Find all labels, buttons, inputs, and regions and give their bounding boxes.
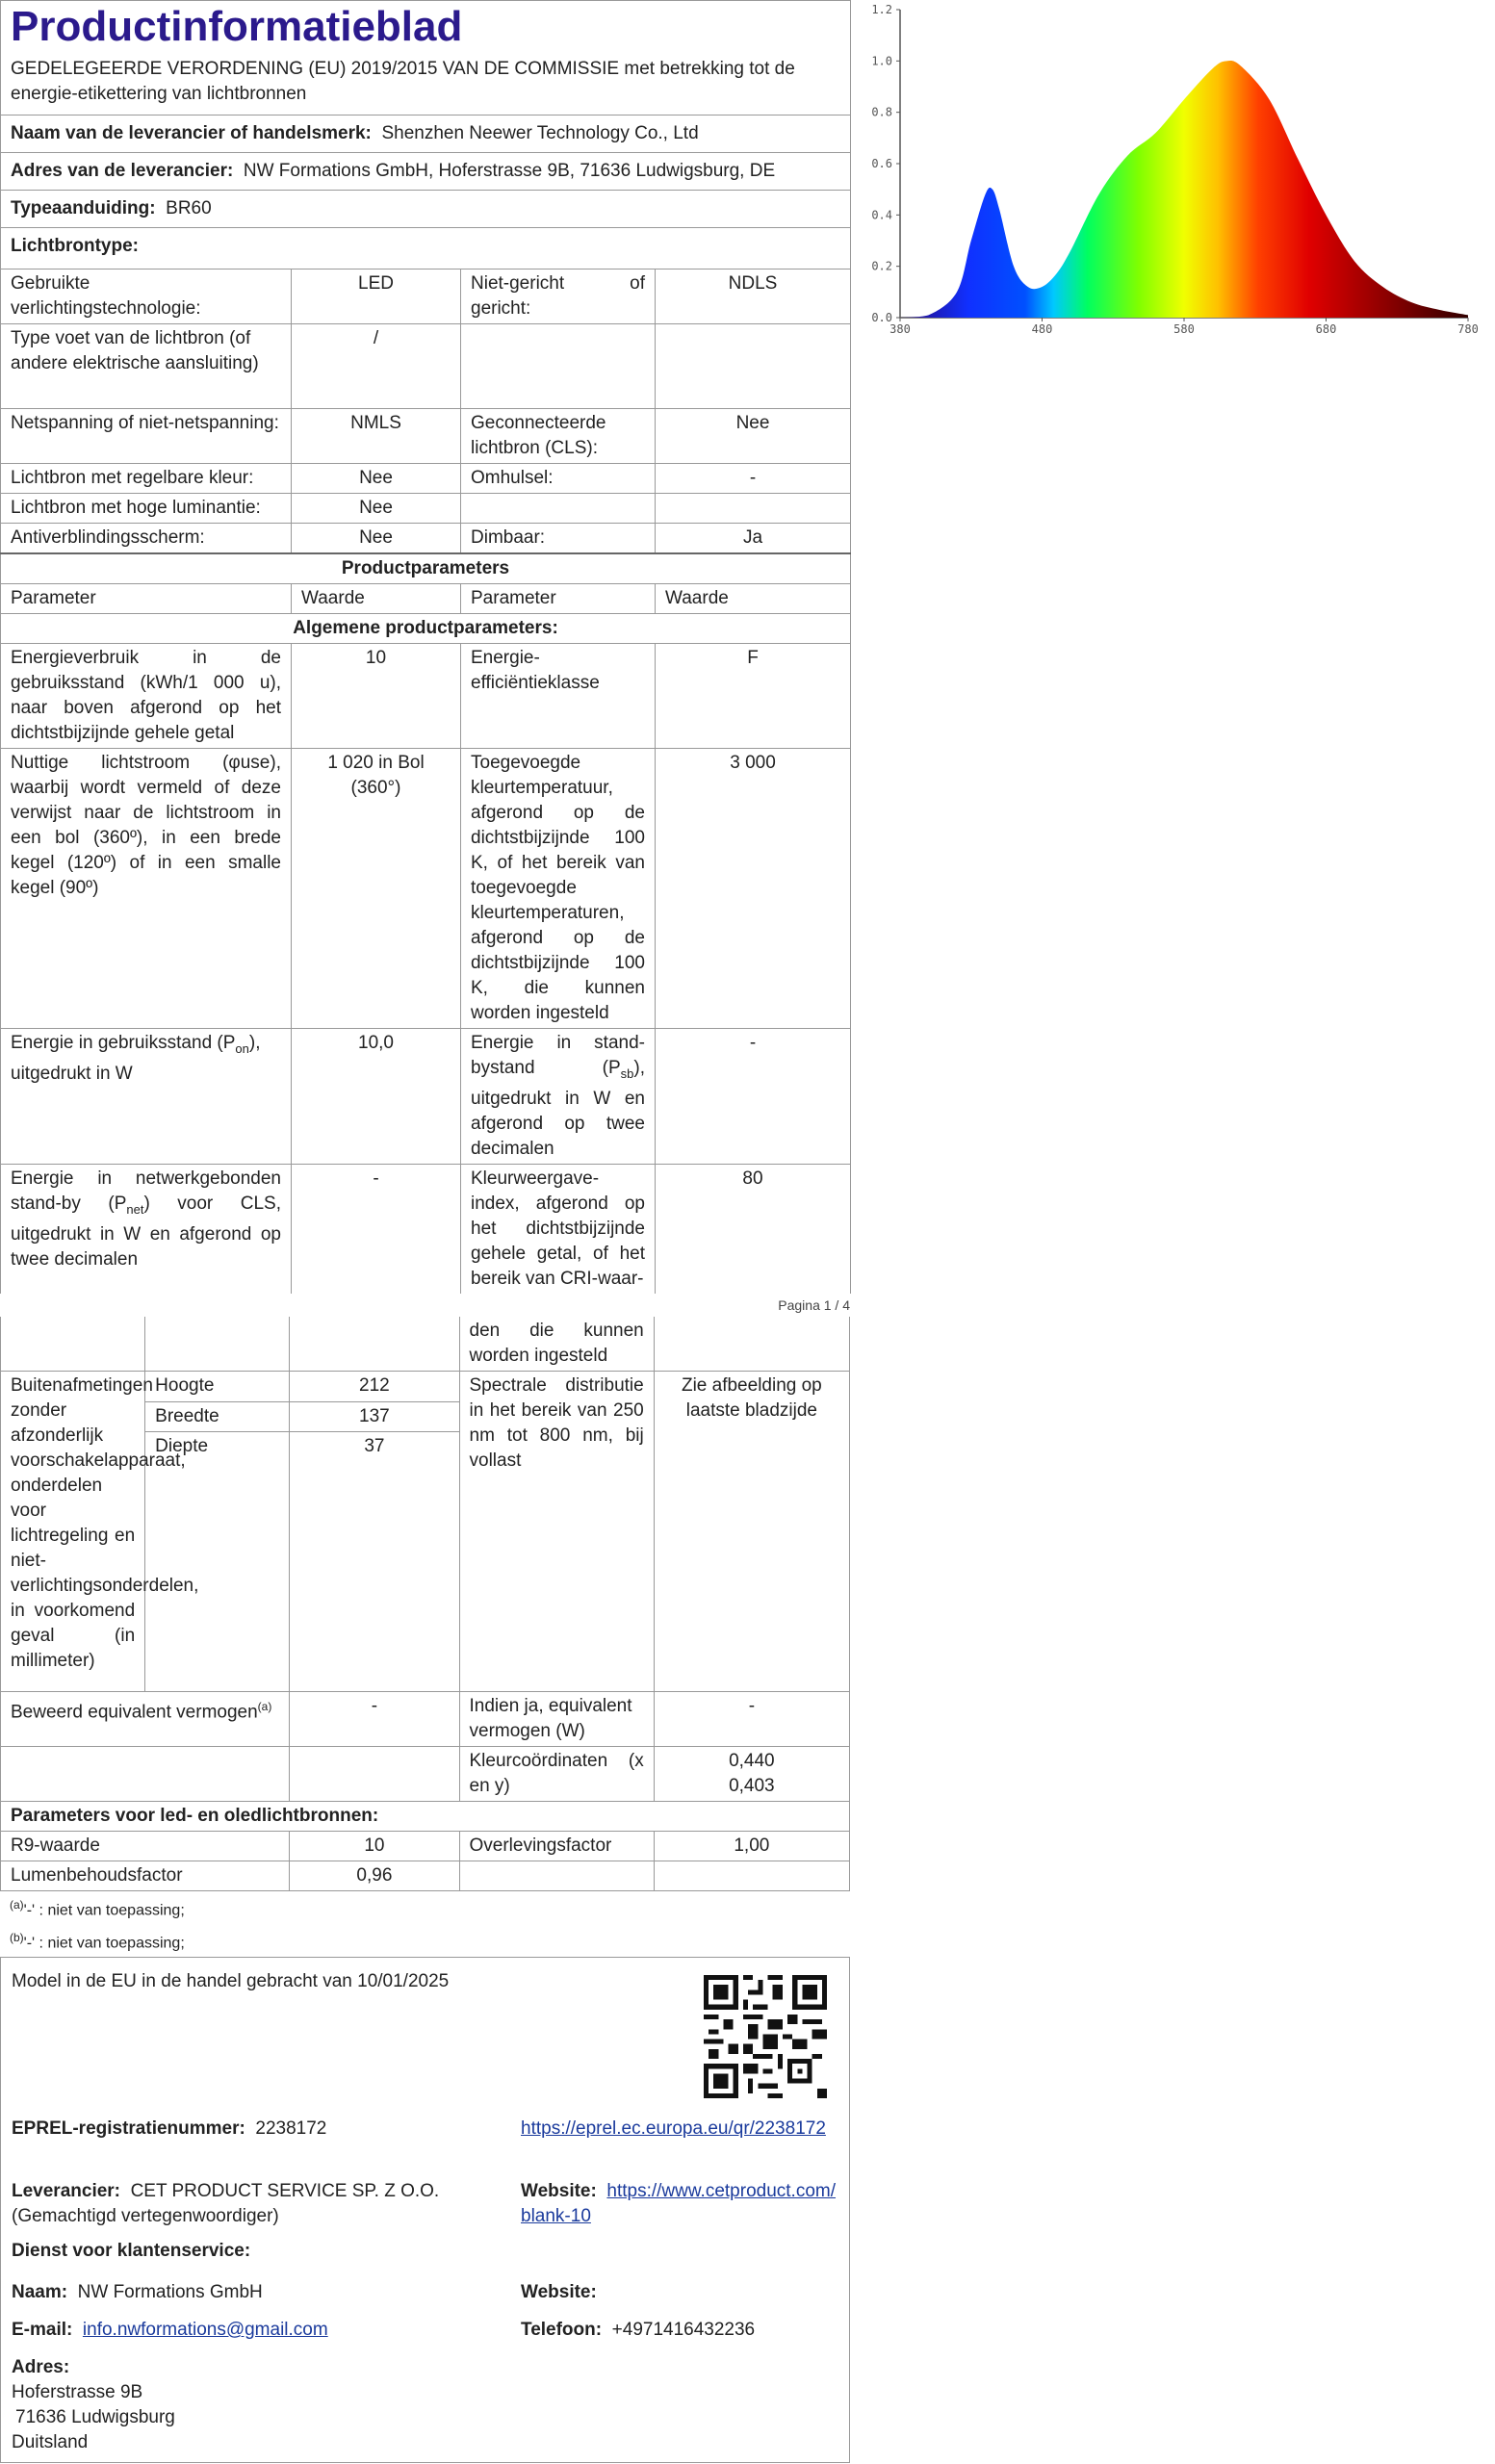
email-link[interactable]: info.nwformations@gmail.com — [82, 2320, 328, 2340]
y-tick-label: 1.0 — [871, 54, 892, 68]
info-table-1 — [0, 0, 851, 1294]
y-tick-label: 1.2 — [871, 3, 892, 16]
x-tick-label: 580 — [1173, 322, 1195, 336]
service-name-row: Naam: NW Formations GmbH — [12, 2282, 263, 2302]
phone-row: Telefoon: +4971416432236 — [521, 2320, 756, 2340]
footnote-a: $^{(a)}$'-' : niet van toepassing; — [10, 1898, 185, 1919]
page-2 — [0, 1317, 850, 1958]
ls-row-mains: Netspanning of niet-netspanning: NMLS Geconnecteerde lichtbron (CLS): Nee — [1, 409, 851, 464]
ls-row-tunable: Lichtbron met regelbare kleur: Nee Omhulsel: - — [1, 464, 851, 494]
footnote-b: $^{(b)}$'-' : niet van toepassing; — [10, 1931, 185, 1952]
supplier-row: Leverancier: CET PRODUCT SERVICE SP. Z O.O. (Gemachtigd vertegenwoordiger) — [12, 2181, 440, 2226]
y-tick-label: 0.0 — [871, 311, 892, 324]
address-line-1: Hoferstrasse 9B — [12, 2382, 143, 2402]
y-tick-label: 0.6 — [871, 157, 892, 170]
param-column-headers: Parameter Waarde Parameter Waarde — [1, 584, 851, 614]
led-row-r9: R9-waarde 10 Overlevingsfactor 1,00 — [1, 1832, 850, 1861]
type-row: Typeaanduiding: BR60 — [1, 191, 851, 228]
x-tick-label: 480 — [1031, 322, 1053, 336]
param-row-flux: Nuttige lichtstroom (φuse), waarbij wordt vermeld of deze verwijst naar de lichtstroom in een bol (360º), in een brede kegel (120º) of in een smalle kegel (90º) 1 020 in Bol (360°) Toegevoegde kleurtemperatuur, afgerond op de dichtstbijzijnde 100 K, of het bereik van toegevoegde kleurtemperaturen, afgerond op de dichtstbijzijnde 100 K, die kunnen worden ingesteld 3 000 — [1, 749, 851, 1029]
ls-row-antiglare: Antiverblindingsscherm: Nee Dimbaar: Ja — [1, 524, 851, 554]
param-row-energy: Energieverbruik in de gebruiksstand (kWh/1 000 u), naar boven afgerond op het dichtstbijzijnde gehele getal 10 Energie-efficiëntieklasse F — [1, 644, 851, 749]
supplier-address-row: Adres van de leverancier: NW Formations GmbH, Hoferstrasse 9B, 71636 Ludwigsburg, DE — [1, 153, 851, 191]
y-tick-label: 0.2 — [871, 259, 892, 273]
x-tick-label: 380 — [889, 322, 911, 336]
param-row-power-on: Energie in gebruiksstand $(P_{on})$, uitgedrukt in W 10,0 Energie in stand-bystand $(P_{sb})$, uitgedrukt in W en afgerond op twee decimalen - — [1, 1029, 851, 1165]
website-row: Website: https://www.cetproduct.com/blank-10 — [521, 2181, 836, 2226]
market-date: Model in de EU in de handel gebracht van 10/01/2025 — [12, 1971, 450, 1991]
general-params-heading: Algemene productparameters: — [1, 614, 851, 644]
chromaticity-row: Kleurcoördinaten (x en y) 0,440 0,403 — [1, 1747, 850, 1802]
qr-code-icon[interactable] — [704, 1975, 827, 2098]
eprel-row: EPREL-registratienummer: 2238172 — [12, 2118, 327, 2139]
lightsource-type-heading: Lichtbrontype: — [1, 228, 851, 270]
ls-row-socket: Type voet van de lichtbron (of andere elektrische aansluiting) / — [1, 324, 851, 409]
claimed-power-row: Beweerd equivalent vermogen$^{(a)}$ - Indien ja, equivalent vermogen (W) - — [1, 1692, 850, 1747]
info-table-2 — [0, 1317, 850, 1891]
y-tick-label: 0.4 — [871, 208, 892, 222]
service-website-label: Website: — [521, 2282, 597, 2302]
website-link[interactable]: https://www.cetproduct.com/blank-10 — [521, 2181, 836, 2226]
eprel-link[interactable]: https://eprel.ec.europa.eu/qr/2238172 — [521, 2118, 826, 2139]
address-line-2: 71636 Ludwigsburg — [15, 2407, 175, 2427]
spectrum-area — [900, 61, 1468, 318]
ls-row-luminance: Lichtbron met hoge luminantie: Nee — [1, 494, 851, 524]
page-number: Pagina 1 / 4 — [778, 1297, 850, 1313]
page-1 — [0, 0, 850, 1294]
supplier-info-box — [0, 1957, 850, 2463]
service-heading: Dienst voor klantenservice: — [12, 2241, 251, 2261]
address-label: Adres: — [12, 2357, 70, 2377]
ls-row-technology: Gebruikte verlichtingstechnologie: LED Niet-gericht of gericht: NDLS — [1, 270, 851, 324]
spectrum-chart — [857, 0, 1492, 337]
dims-row-width: Breedte 137 — [1, 1401, 850, 1432]
dims-row-height: Buitenafmetingen zonder afzonderlijk voorschakelapparaat, onderdelen voor lichtregeling en niet-verlichtingsonderdelen, in voorkomend geval (in millimeter) Hoogte 212 Spectrale distributie in het bereik van 250 nm tot 800 nm, bij vollast Zie afbeelding op laatste bladzijde — [1, 1372, 850, 1402]
email-row: E-mail: info.nwformations@gmail.com — [12, 2320, 328, 2340]
regulation-text: GEDELEGEERDE VERORDENING (EU) 2019/2015 VAN DE COMMISSIE met betrekking tot de energie-etikettering van lichtbronnen — [1, 55, 851, 116]
led-params-heading: Parameters voor led- en oledlichtbronnen: — [1, 1802, 850, 1832]
param-row-netstandby: Energie in netwerkgebonden stand-by $(P_{net})$ voor CLS, uitgedrukt in W en afgerond op twee decimalen - Kleurweergave-index, afgerond op het dichtstbijzijnde gehele getal, of het bereik van CRI-waar- 80 — [1, 1164, 851, 1294]
supplier-name-row: Naam van de leverancier of handelsmerk: Shenzhen Neewer Technology Co., Ltd — [1, 116, 851, 153]
x-tick-label: 680 — [1315, 322, 1337, 336]
dims-row-depth: Diepte 37 — [1, 1432, 850, 1692]
led-row-lumen: Lumenbehoudsfactor 0,96 — [1, 1861, 850, 1891]
product-params-heading: Productparameters — [1, 553, 851, 584]
address-line-3: Duitsland — [12, 2432, 89, 2452]
x-tick-label: 780 — [1457, 322, 1479, 336]
param-row-cri-continued: den die kunnen worden ingesteld — [1, 1317, 850, 1372]
y-tick-label: 0.8 — [871, 105, 892, 119]
page-title: Productinformatieblad — [1, 1, 851, 56]
